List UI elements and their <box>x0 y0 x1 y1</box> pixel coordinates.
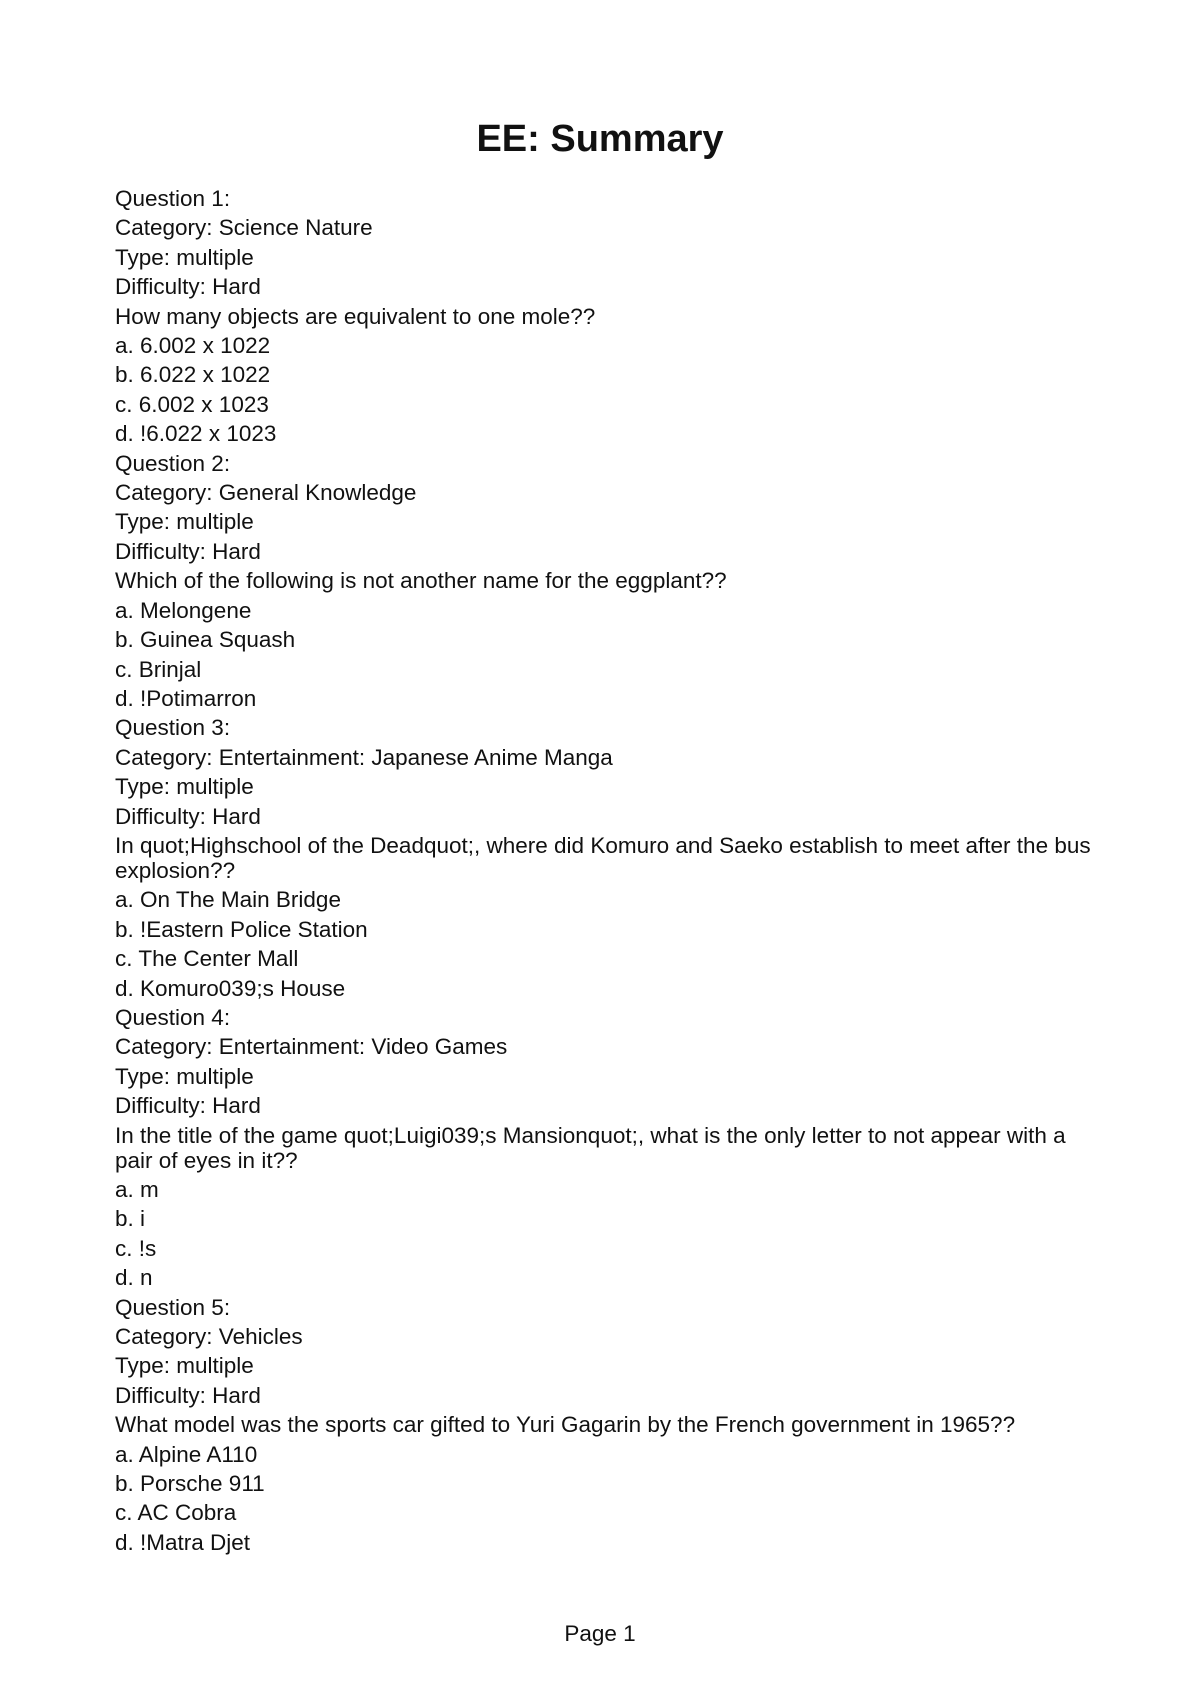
answer-option: b. !Eastern Police Station <box>115 916 368 942</box>
answer-option: a. 6.002 x 1022 <box>115 333 271 359</box>
question-type: Type: multiple <box>115 244 254 270</box>
question-block <box>115 1003 1095 1293</box>
question-text: How many objects are equivalent to one mole?? <box>115 303 596 329</box>
question-block <box>115 1293 1095 1558</box>
question-text: Which of the following is not another name for the eggplant?? <box>115 568 727 594</box>
question-header: Question 1: <box>115 186 231 211</box>
question-block <box>115 184 1095 449</box>
question-text: In quot;Highschool of the Deadquot;, where did Komuro and Saeko establish to meet after the bus explosion?? <box>115 832 1091 883</box>
question-text: In the title of the game quot;Luigi039;s Mansionquot;, what is the only letter to not appear with a pair of eyes in it?? <box>115 1122 1066 1173</box>
page-title: EE: Summary <box>476 118 724 160</box>
question-category: Category: Entertainment: Japanese Anime Manga <box>115 744 613 770</box>
answer-option: b. i <box>115 1206 146 1232</box>
answer-option: c. The Center Mall <box>115 946 299 972</box>
question-type: Type: multiple <box>115 1353 254 1379</box>
question-type: Type: multiple <box>115 509 254 535</box>
question-header: Question 2: <box>115 450 231 476</box>
question-list <box>115 184 1095 1557</box>
answer-option: d. !Matra Djet <box>115 1529 251 1555</box>
question-header: Question 3: <box>115 715 231 741</box>
question-header: Question 5: <box>115 1294 231 1320</box>
question-type: Type: multiple <box>115 1063 254 1089</box>
question-block <box>115 449 1095 714</box>
answer-option: a. On The Main Bridge <box>115 887 341 913</box>
page-number: Page 1 <box>564 1621 636 1646</box>
question-difficulty: Difficulty: Hard <box>115 274 261 300</box>
question-category: Category: Science Nature <box>115 215 373 241</box>
answer-option: b. Porsche 911 <box>115 1471 265 1497</box>
answer-option: c. 6.002 x 1023 <box>115 391 269 417</box>
question-category: Category: Entertainment: Video Games <box>115 1034 508 1060</box>
question-difficulty: Difficulty: Hard <box>115 1382 261 1408</box>
answer-option: a. m <box>115 1176 159 1202</box>
answer-option: d. n <box>115 1265 153 1291</box>
answer-option: d. !6.022 x 1023 <box>115 421 277 447</box>
question-text: What model was the sports car gifted to Yuri Gagarin by the French government in 1965?? <box>115 1412 1016 1438</box>
question-type: Type: multiple <box>115 774 254 800</box>
question-difficulty: Difficulty: Hard <box>115 803 261 829</box>
answer-option: b. 6.022 x 1022 <box>115 362 271 388</box>
answer-option: c. !s <box>115 1235 157 1261</box>
answer-option: c. AC Cobra <box>115 1500 237 1526</box>
answer-option: b. Guinea Squash <box>115 627 296 653</box>
question-category: Category: General Knowledge <box>115 480 417 506</box>
question-category: Category: Vehicles <box>115 1324 303 1349</box>
answer-option: d. !Potimarron <box>115 685 257 711</box>
question-difficulty: Difficulty: Hard <box>115 1093 261 1119</box>
answer-option: a. Melongene <box>115 597 252 623</box>
answer-option: d. Komuro039;s House <box>115 975 346 1001</box>
answer-option: c. Brinjal <box>115 656 202 682</box>
question-header: Question 4: <box>115 1004 231 1030</box>
question-difficulty: Difficulty: Hard <box>115 538 261 564</box>
question-block <box>115 713 1095 1003</box>
answer-option: a. Alpine A110 <box>115 1441 258 1467</box>
